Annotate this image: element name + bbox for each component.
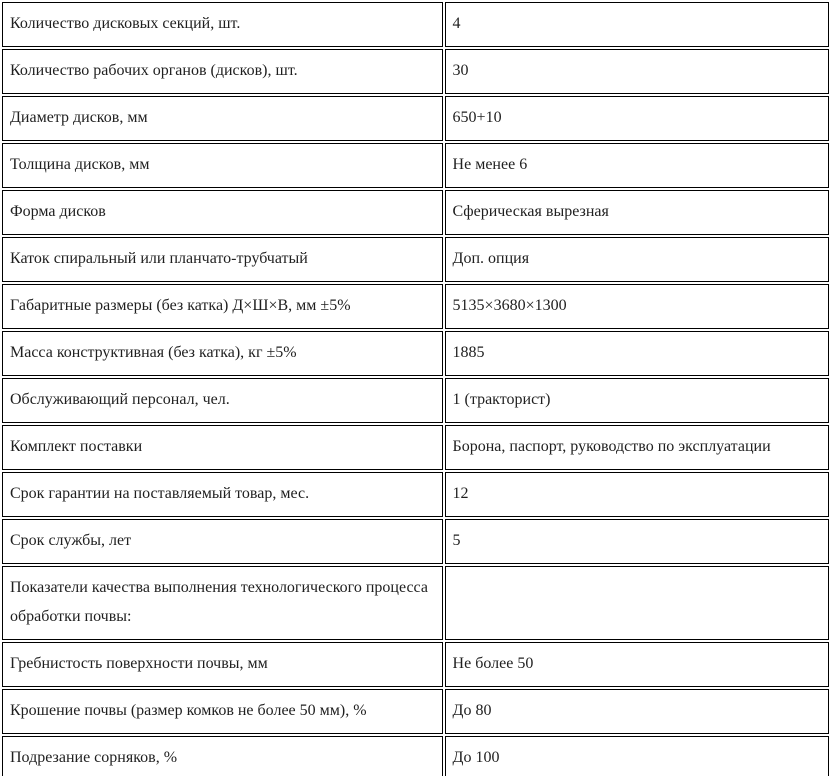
value-cell: 1 (тракторист) [445, 378, 829, 423]
value-cell: 5135×3680×1300 [445, 284, 829, 329]
value-cell: Борона, паспорт, руководство по эксплуатации [445, 425, 829, 470]
parameter-cell: Форма дисков [2, 190, 443, 235]
value-cell: До 100 [445, 736, 829, 776]
value-cell: 5 [445, 519, 829, 564]
table-row [2, 566, 829, 640]
table-row [2, 2, 829, 47]
parameter-cell: Количество рабочих органов (дисков), шт. [2, 49, 443, 94]
parameter-cell: Толщина дисков, мм [2, 143, 443, 188]
value-cell: 1885 [445, 331, 829, 376]
parameter-cell: Комплект поставки [2, 425, 443, 470]
value-cell: 4 [445, 2, 829, 47]
value-cell [445, 566, 829, 640]
parameter-cell: Каток спиральный или планчато-трубчатый [2, 237, 443, 282]
table-row [2, 284, 829, 329]
table-row [2, 190, 829, 235]
table-row [2, 96, 829, 141]
parameter-cell: Обслуживающий персонал, чел. [2, 378, 443, 423]
value-cell: Сферическая вырезная [445, 190, 829, 235]
parameter-cell: Масса конструктивная (без катка), кг ±5% [2, 331, 443, 376]
value-cell: 650+10 [445, 96, 829, 141]
table-row [2, 378, 829, 423]
table-row [2, 237, 829, 282]
parameter-cell: Габаритные размеры (без катка) Д×Ш×В, мм ±5% [2, 284, 443, 329]
parameter-cell: Диаметр дисков, мм [2, 96, 443, 141]
value-cell: 12 [445, 472, 829, 517]
value-cell: Не менее 6 [445, 143, 829, 188]
parameter-cell: Гребнистость поверхности почвы, мм [2, 642, 443, 687]
parameter-cell: Количество дисковых секций, шт. [2, 2, 443, 47]
value-cell: Не более 50 [445, 642, 829, 687]
value-cell: Доп. опция [445, 237, 829, 282]
table-row [2, 49, 829, 94]
value-cell: До 80 [445, 689, 829, 734]
table-row [2, 331, 829, 376]
table-row [2, 425, 829, 470]
spec-table-body [2, 2, 829, 776]
table-row [2, 519, 829, 564]
parameter-cell: Крошение почвы (размер комков не более 50 мм), % [2, 689, 443, 734]
table-row [2, 143, 829, 188]
value-cell: 30 [445, 49, 829, 94]
table-row [2, 472, 829, 517]
table-row [2, 642, 829, 687]
parameter-cell: Срок службы, лет [2, 519, 443, 564]
parameter-cell: Срок гарантии на поставляемый товар, мес. [2, 472, 443, 517]
table-row [2, 689, 829, 734]
table-row [2, 736, 829, 776]
parameter-cell: Показатели качества выполнения технологического процесса обработки почвы: [2, 566, 443, 640]
parameter-cell: Подрезание сорняков, % [2, 736, 443, 776]
